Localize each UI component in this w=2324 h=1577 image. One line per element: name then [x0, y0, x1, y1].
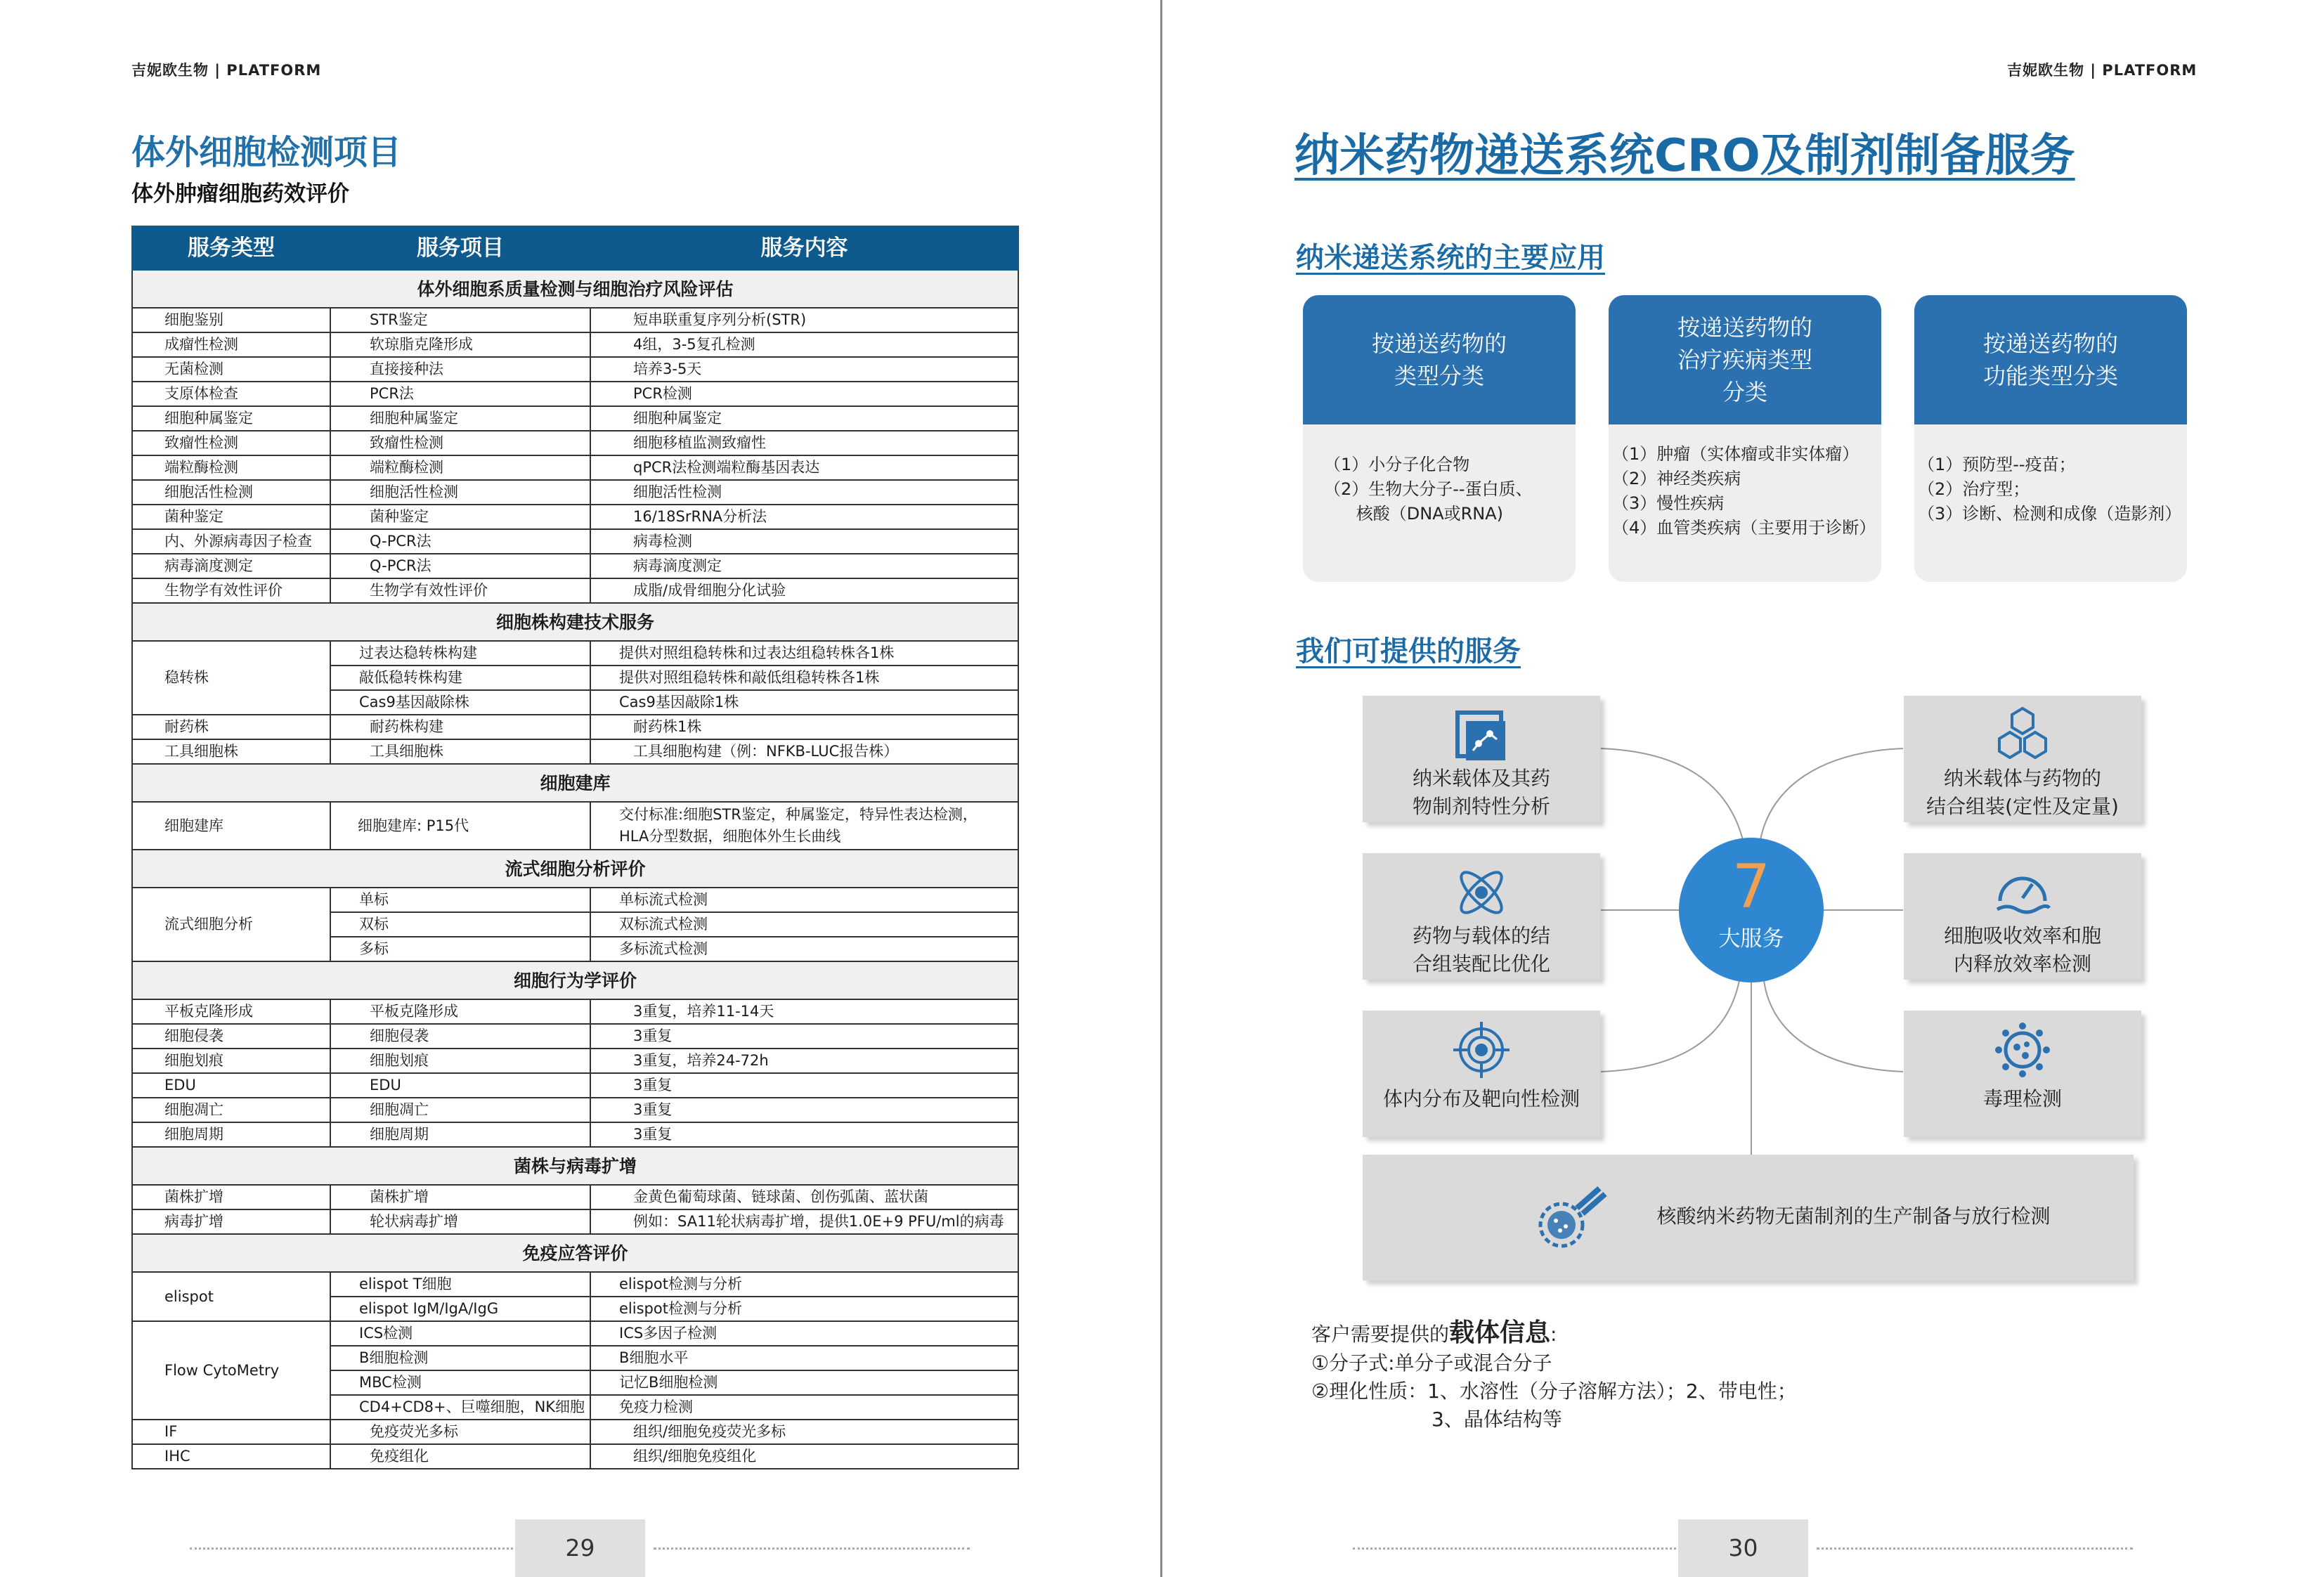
service-content-cell: 3重复	[590, 1098, 1018, 1122]
service-content-cell: 交付标准:细胞STR鉴定，种属鉴定，特异性表达检测，HLA分型数据，细胞体外生长曲线	[590, 802, 1018, 850]
page-subtitle: 体外肿瘤细胞药效评价	[131, 181, 349, 207]
section-title: 细胞株构建技术服务	[132, 603, 1018, 641]
info-prefix: 客户需要提供的	[1311, 1323, 1450, 1346]
service-content-cell: 提供对照组稳转株和敲低组稳转株各1株	[590, 666, 1018, 690]
service-item-cell: 细胞侵袭	[330, 1024, 590, 1049]
page-number: 30	[1678, 1519, 1808, 1577]
service-item-cell: elispot IgM/IgA/IgG	[330, 1297, 590, 1321]
service-item-cell: 端粒酶检测	[330, 455, 590, 480]
brand-name: 吉妮欧生物	[2007, 62, 2084, 79]
service-box-3	[1363, 853, 1600, 980]
hub-label: 大服务	[1718, 926, 1784, 952]
service-content-cell: 细胞活性检测	[590, 480, 1018, 505]
service-content-cell: 细胞移植监测致瘤性	[590, 431, 1018, 455]
service-type-cell: 菌种鉴定	[132, 505, 330, 529]
brand-separator: |	[2090, 62, 2096, 79]
service-content-cell: 3重复	[590, 1024, 1018, 1049]
brand-platform: PLATFORM	[226, 62, 322, 79]
service-content-cell: 双标流式检测	[590, 912, 1018, 937]
service-content-cell: 细胞种属鉴定	[590, 406, 1018, 431]
service-item-cell: Q-PCR法	[330, 554, 590, 578]
info-line-2: ②理化性质：1、水溶性（分子溶解方法）；2、带电性；	[1311, 1380, 1797, 1403]
column-header: 服务内容	[590, 226, 1018, 270]
service-type-cell: 细胞凋亡	[132, 1098, 330, 1122]
service-content-cell: 3重复	[590, 1073, 1018, 1098]
page-title: 体外细胞检测项目	[131, 133, 402, 172]
service-label: 纳米载体与药物的 结合组装(定性及定量)	[1926, 767, 2119, 818]
service-item-cell: Q-PCR法	[330, 529, 590, 554]
service-content-cell: B细胞水平	[590, 1346, 1018, 1370]
info-line-1: ①分子式:单分子或混合分子	[1311, 1351, 1552, 1375]
footer-dots-left	[1353, 1547, 1676, 1550]
card-item: 核酸（DNA或RNA)	[1324, 504, 1504, 524]
service-content-cell: 多标流式检测	[590, 937, 1018, 961]
service-type-cell: 细胞侵袭	[132, 1024, 330, 1049]
analysis-icon	[1453, 708, 1510, 765]
service-content-cell: 病毒滴度测定	[590, 554, 1018, 578]
molecule-icon	[1991, 704, 2054, 767]
service-type-cell: EDU	[132, 1073, 330, 1098]
service-content-cell: elispot检测与分析	[590, 1297, 1018, 1321]
service-item-cell: 细胞建库: P15代	[330, 802, 590, 850]
section-title: 流式细胞分析评价	[132, 850, 1018, 888]
service-item-cell: 敲低稳转株构建	[330, 666, 590, 690]
service-content-cell: 记忆B细胞检测	[590, 1370, 1018, 1395]
card-item: （2）治疗型；	[1918, 479, 2030, 499]
service-content-cell: 3重复，培养11-14天	[590, 999, 1018, 1024]
service-item-cell: STR鉴定	[330, 308, 590, 332]
service-type-cell: 生物学有效性评价	[132, 578, 330, 603]
service-type-cell: 细胞建库	[132, 802, 330, 850]
service-item-cell: 生物学有效性评价	[330, 578, 590, 603]
service-box-5	[1363, 1011, 1600, 1137]
service-item-cell: 细胞划痕	[330, 1049, 590, 1073]
service-item-cell: 菌株扩增	[330, 1185, 590, 1209]
service-item-cell: B细胞检测	[330, 1346, 590, 1370]
service-content-cell: 金黄色葡萄球菌、链球菌、创伤弧菌、蓝状菌	[590, 1185, 1018, 1209]
service-type-cell: 致瘤性检测	[132, 431, 330, 455]
service-item-cell: 软琼脂克隆形成	[330, 332, 590, 357]
service-item-cell: MBC检测	[330, 1370, 590, 1395]
info-colon: :	[1550, 1323, 1557, 1346]
service-box-4	[1904, 853, 2141, 980]
service-type-cell: 内、外源病毒因子检查	[132, 529, 330, 554]
service-type-cell: 工具细胞株	[132, 739, 330, 764]
hub-circle	[1679, 838, 1824, 982]
service-label: 纳米载体及其药 物制剂特性分析	[1412, 767, 1550, 818]
service-item-cell: 细胞周期	[330, 1122, 590, 1147]
page-number: 29	[515, 1519, 645, 1577]
info-line-3: 3、晶体结构等	[1432, 1408, 1562, 1431]
service-type-cell: IHC	[132, 1444, 330, 1469]
service-content-cell: 病毒检测	[590, 529, 1018, 554]
section-title: 菌株与病毒扩增	[132, 1147, 1018, 1185]
service-content-cell: ICS多因子检测	[590, 1321, 1018, 1346]
section-title: 细胞行为学评价	[132, 961, 1018, 999]
service-item-cell: 细胞凋亡	[330, 1098, 590, 1122]
footer-dots-right	[1817, 1547, 2133, 1550]
service-content-cell: 组织/细胞免疫组化	[590, 1444, 1018, 1469]
service-type-cell: 成瘤性检测	[132, 332, 330, 357]
service-type-cell: Flow CytoMetry	[132, 1321, 330, 1420]
service-label: 体内分布及靶向性检测	[1382, 1087, 1580, 1110]
service-item-cell: 致瘤性检测	[330, 431, 590, 455]
column-header: 服务类型	[132, 226, 330, 270]
service-type-cell: 支原体检查	[132, 382, 330, 406]
target-icon	[1452, 1020, 1511, 1079]
service-type-cell: IF	[132, 1420, 330, 1444]
service-content-cell: 免疫力检测	[590, 1395, 1018, 1420]
service-type-cell: 稳转株	[132, 641, 330, 715]
service-type-cell: 平板克隆形成	[132, 999, 330, 1024]
service-label: 药物与载体的结 合组装配比优化	[1412, 924, 1550, 975]
service-type-cell: 病毒滴度测定	[132, 554, 330, 578]
service-content-cell: 培养3-5天	[590, 357, 1018, 382]
apps-heading: 纳米递送系统的主要应用	[1296, 242, 1605, 274]
service-item-cell: 直接接种法	[330, 357, 590, 382]
service-item-cell: 细胞种属鉴定	[330, 406, 590, 431]
service-item-cell: EDU	[330, 1073, 590, 1098]
service-item-cell: ICS检测	[330, 1321, 590, 1346]
service-item-cell: 多标	[330, 937, 590, 961]
service-box-7	[1363, 1155, 2134, 1280]
card-item: （1）肿瘤（实体瘤或非实体瘤）	[1612, 444, 1859, 464]
atom-icon	[1452, 863, 1511, 922]
service-content-cell: 组织/细胞免疫荧光多标	[590, 1420, 1018, 1444]
service-content-cell: qPCR法检测端粒酶基因表达	[590, 455, 1018, 480]
service-item-cell: PCR法	[330, 382, 590, 406]
service-type-cell: 细胞周期	[132, 1122, 330, 1147]
service-type-cell: 细胞划痕	[132, 1049, 330, 1073]
card-item: （3）诊断、检测和成像（造影剂）	[1918, 504, 2182, 524]
service-box-2	[1904, 696, 2141, 822]
section-title: 细胞建库	[132, 764, 1018, 802]
service-type-cell: 菌株扩增	[132, 1185, 330, 1209]
service-content-cell: 4组，3-5复孔检测	[590, 332, 1018, 357]
service-item-cell: 耐药株构建	[330, 715, 590, 739]
card-item: （4）血管类疾病（主要用于诊断）	[1612, 518, 1876, 538]
service-type-cell: 无菌检测	[132, 357, 330, 382]
card-item: （3）慢性疾病	[1612, 493, 1725, 513]
service-box-6	[1904, 1011, 2141, 1137]
service-content-cell: Cas9基因敲除1株	[590, 690, 1018, 715]
hub-number: 7	[1732, 852, 1771, 922]
card-item: （1）预防型--疫苗；	[1918, 455, 2076, 474]
service-type-cell: 病毒扩增	[132, 1209, 330, 1234]
card-item: （2）生物大分子--蛋白质、	[1324, 479, 1533, 499]
service-box-1	[1363, 696, 1600, 822]
card-item: （2）神经类疾病	[1612, 469, 1741, 488]
service-content-cell: 16/18SrRNA分析法	[590, 505, 1018, 529]
service-type-cell: 细胞活性检测	[132, 480, 330, 505]
card-head: 按递送药物的 功能类型分类	[1914, 295, 2187, 424]
service-item-cell: 单标	[330, 888, 590, 912]
service-type-cell: 细胞种属鉴定	[132, 406, 330, 431]
info-title	[1311, 1313, 1557, 1349]
brand-platform: PLATFORM	[2102, 62, 2198, 79]
page-title-right: 纳米药物递送系统CRO及制剂制备服务	[1294, 130, 2075, 182]
service-content-cell: 短串联重复序列分析(STR)	[590, 308, 1018, 332]
service-item-cell: Cas9基因敲除株	[330, 690, 590, 715]
service-item-cell: 轮状病毒扩增	[330, 1209, 590, 1234]
column-header: 服务项目	[330, 226, 590, 270]
service-item-cell: 过表达稳转株构建	[330, 641, 590, 666]
service-content-cell: PCR检测	[590, 382, 1018, 406]
service-item-cell: CD4+CD8+、巨噬细胞，NK细胞	[330, 1395, 590, 1420]
service-label: 核酸纳米药物无菌制剂的生产制备与放行检测	[1656, 1205, 2051, 1228]
services-heading: 我们可提供的服务	[1296, 635, 1521, 668]
service-label: 毒理检测	[1982, 1087, 2062, 1110]
service-content-cell: 3重复，培养24-72h	[590, 1049, 1018, 1073]
service-content-cell: 单标流式检测	[590, 888, 1018, 912]
service-type-cell: 流式细胞分析	[132, 888, 330, 961]
service-content-cell: 3重复	[590, 1122, 1018, 1147]
service-content-cell: elispot检测与分析	[590, 1272, 1018, 1297]
service-content-cell: 例如：SA11轮状病毒扩增，提供1.0E+9 PFU/ml的病毒	[590, 1209, 1018, 1234]
service-item-cell: 工具细胞株	[330, 739, 590, 764]
service-item-cell: 免疫荧光多标	[330, 1420, 590, 1444]
service-content-cell: 工具细胞构建（例：NFKB-LUC报告株）	[590, 739, 1018, 764]
card-head: 按递送药物的 类型分类	[1303, 295, 1576, 424]
service-label: 细胞吸收效率和胞 内释放效率检测	[1943, 924, 2101, 975]
service-type-cell: elispot	[132, 1272, 330, 1321]
card-head: 按递送药物的 治疗疾病类型 分类	[1609, 295, 1881, 424]
service-content-cell: 提供对照组稳转株和过表达组稳转株各1株	[590, 641, 1018, 666]
service-item-cell: 细胞活性检测	[330, 480, 590, 505]
service-type-cell: 耐药株	[132, 715, 330, 739]
gauge-icon	[1993, 864, 2052, 921]
service-item-cell: elispot T细胞	[330, 1272, 590, 1297]
card-item: （1）小分子化合物	[1324, 455, 1470, 474]
service-item-cell: 双标	[330, 912, 590, 937]
virus-icon	[1993, 1020, 2052, 1079]
service-type-cell: 端粒酶检测	[132, 455, 330, 480]
service-item-cell: 菌种鉴定	[330, 505, 590, 529]
service-type-cell: 细胞鉴别	[132, 308, 330, 332]
brand-separator: |	[214, 62, 221, 79]
section-title: 免疫应答评价	[132, 1234, 1018, 1272]
service-item-cell: 免疫组化	[330, 1444, 590, 1469]
service-content-cell: 耐药株1株	[590, 715, 1018, 739]
info-bold: 载体信息	[1449, 1318, 1551, 1347]
service-item-cell: 平板克隆形成	[330, 999, 590, 1024]
brand-name: 吉妮欧生物	[131, 62, 209, 79]
section-title: 体外细胞系质量检测与细胞治疗风险评估	[132, 270, 1018, 308]
service-content-cell: 成脂/成骨细胞分化试验	[590, 578, 1018, 603]
